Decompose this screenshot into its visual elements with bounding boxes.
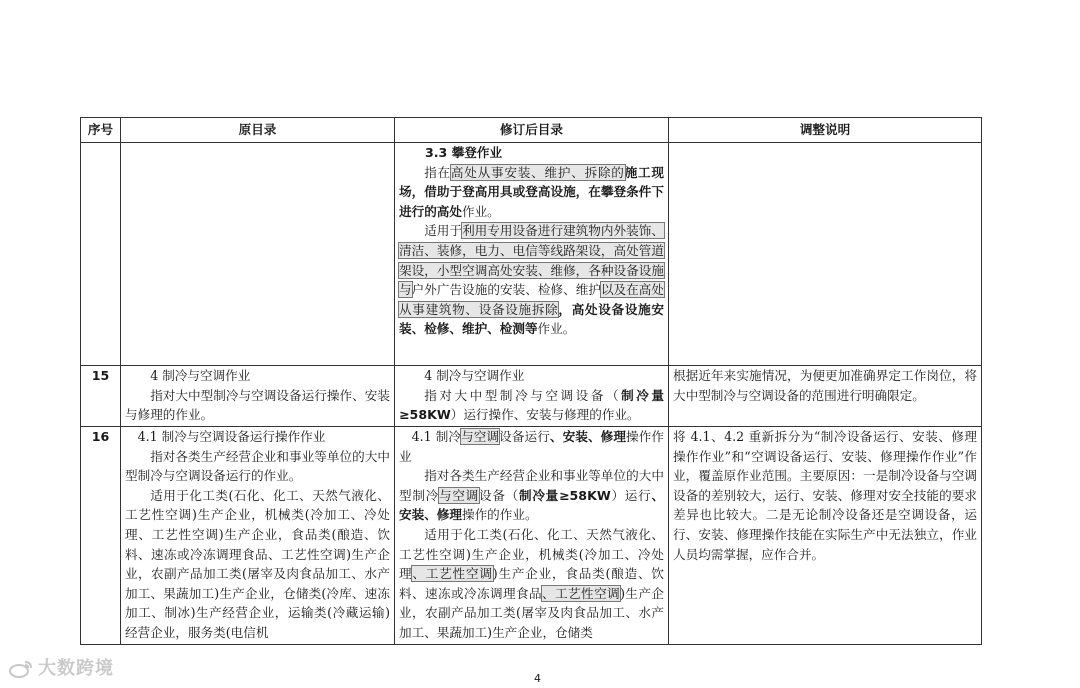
text-run: 4.1 制冷 <box>411 429 462 444</box>
original-paragraph: 指对各类生产经营企业和事业等单位的大中型制冷与空调设备运行的作业。 <box>125 448 390 484</box>
weibo-logo-icon <box>8 659 34 679</box>
text-run: ）运行操作、安装与修理的作业。 <box>450 407 640 423</box>
text-run: 指对各类生产经营企业和事业等单位的大中型制冷 <box>399 468 664 503</box>
text-run: 设备（ <box>479 487 519 503</box>
row-a-revised <box>395 143 669 366</box>
table-row-16 <box>81 427 982 645</box>
text-run: 户外广告设施的安装、检修、维护 <box>411 282 601 298</box>
page-number: 4 <box>534 672 541 685</box>
bold-text: 、安装、修理 <box>399 487 664 523</box>
highlighted-text: 、工艺性空调 <box>412 566 493 582</box>
bold-text: 制冷量≥58KW <box>399 387 665 423</box>
row-16-note <box>669 427 982 645</box>
original-paragraph: 指对大中型制冷与空调设备运行操作、安装与修理的作业。 <box>125 387 390 423</box>
header-note: 调整说明 <box>669 118 982 143</box>
row-number: 16 <box>81 427 121 645</box>
highlighted-text: 、工艺性空调 <box>542 585 621 601</box>
bold-text: 制冷量≥58KW <box>519 487 611 503</box>
row-15-original <box>121 366 395 427</box>
regulation-comparison-table <box>80 117 982 645</box>
original-title: 4.1 制冷与空调设备运行操作作业 <box>137 429 326 444</box>
row-a-num <box>81 143 121 366</box>
revised-heading-3-3: 3.3 攀登作业 <box>425 145 503 160</box>
highlighted-text: 高处从事安装、维护、拆除的 <box>450 164 625 180</box>
text-run: 适用于化工类(石化、化工、天然气液化、工艺性空调)生产企业，机械类(冷加工、冷处理 <box>399 526 664 582</box>
revised-paragraph <box>399 466 664 525</box>
row-15-revised <box>395 366 669 427</box>
header-original: 原目录 <box>121 118 395 143</box>
text-run: 作业。 <box>537 321 576 337</box>
header-seq: 序号 <box>81 118 121 143</box>
text-run: 作业。 <box>461 203 500 219</box>
text-run: ）运行 <box>610 487 652 503</box>
row-number: 15 <box>81 366 121 427</box>
highlighted-text: 以及在高处从事建筑物、设备设施拆除 <box>399 282 665 317</box>
watermark <box>8 654 114 680</box>
revised-title <box>399 427 664 466</box>
bold-text: 施工现场，借助于登高用具或登高设施，在攀登条件下进行的高处 <box>399 164 665 219</box>
row-15-note <box>669 366 982 427</box>
highlighted-text: 与空调 <box>439 487 479 503</box>
text-run: )生产企业，农副产品加工类(屠宰及肉食品加工、水产加工、果蔬加工)生产企业，仓储类 <box>399 585 664 640</box>
table-row-15 <box>81 366 982 427</box>
revised-title: 4 制冷与空调作业 <box>424 368 525 383</box>
text-run: 设备运行 <box>499 429 550 444</box>
note-paragraph: 根据近年来实施情况，为便更加准确界定工作岗位，将大中型制冷与空调设备的范围进行明确限定。 <box>673 368 977 403</box>
original-paragraph: 适用于化工类(石化、化工、天然气液化、工艺性空调)生产企业，机械类(冷加工、冷处理、工艺性空调)生产企业，食品类(酿造、饮料、速冻或冷冻调理食品、工艺性空调)生产企业，农副产品加工类(屠宰及肉食品加工、水产加工、果蔬加工)生产企业，仓储类(冷库、速冻加工、制冰)生产经营企业，运输类(冷藏运输)经营企业，服务类(电信机 <box>125 487 390 640</box>
row-a-note <box>669 143 982 366</box>
revised-paragraph <box>399 221 664 339</box>
table-header-row <box>81 118 982 143</box>
watermark-text: 大数跨境 <box>38 658 114 679</box>
header-revised: 修订后目录 <box>395 118 669 143</box>
revised-paragraph <box>399 386 664 425</box>
row-16-original <box>121 427 395 645</box>
note-paragraph: 将 4.1、4.2 重新拆分为“制冷设备运行、安装、修理操作作业”和“空调设备运行、安装、修理操作作业”作业，覆盖原作业范围。主要原因：一是制冷设备与空调设备的差别较大，运行、安装、修理对安全技能的要求差异也比较大。二是无论制冷设备还是空调设备，运行、安装、修理操作技能在实际生产中无法独立，作业人员均需掌握，应作合并。 <box>673 429 977 562</box>
bold-text: 、安装、修理 <box>549 429 627 444</box>
original-title: 4 制冷与空调作业 <box>150 368 251 383</box>
bold-text: ，高处设备设施安装、检修、维护、检测等 <box>399 301 665 337</box>
text-run: 操作的作业。 <box>461 507 538 523</box>
row-a-original <box>121 143 395 366</box>
table-row-climbing <box>81 143 982 366</box>
revised-paragraph <box>399 163 664 222</box>
row-16-revised <box>395 427 669 645</box>
text-run: 指在 <box>424 164 451 180</box>
text-run: 操作作业 <box>399 429 664 464</box>
text-run: )生产企业，食品类(酿造、饮料、速冻或冷冻调理食品 <box>399 566 664 601</box>
revised-paragraph <box>399 525 664 641</box>
text-run: 适用于 <box>424 223 463 239</box>
highlighted-text: 与空调 <box>461 429 500 444</box>
text-run: 指对大中型制冷与空调设备（ <box>424 387 622 403</box>
highlighted-text: 利用专用设备进行建筑物内外装饰、清洁、装修，电力、电信等线路架设，高处管道架设，小型空调高处安装、维修，各种设备设施与 <box>399 223 665 298</box>
